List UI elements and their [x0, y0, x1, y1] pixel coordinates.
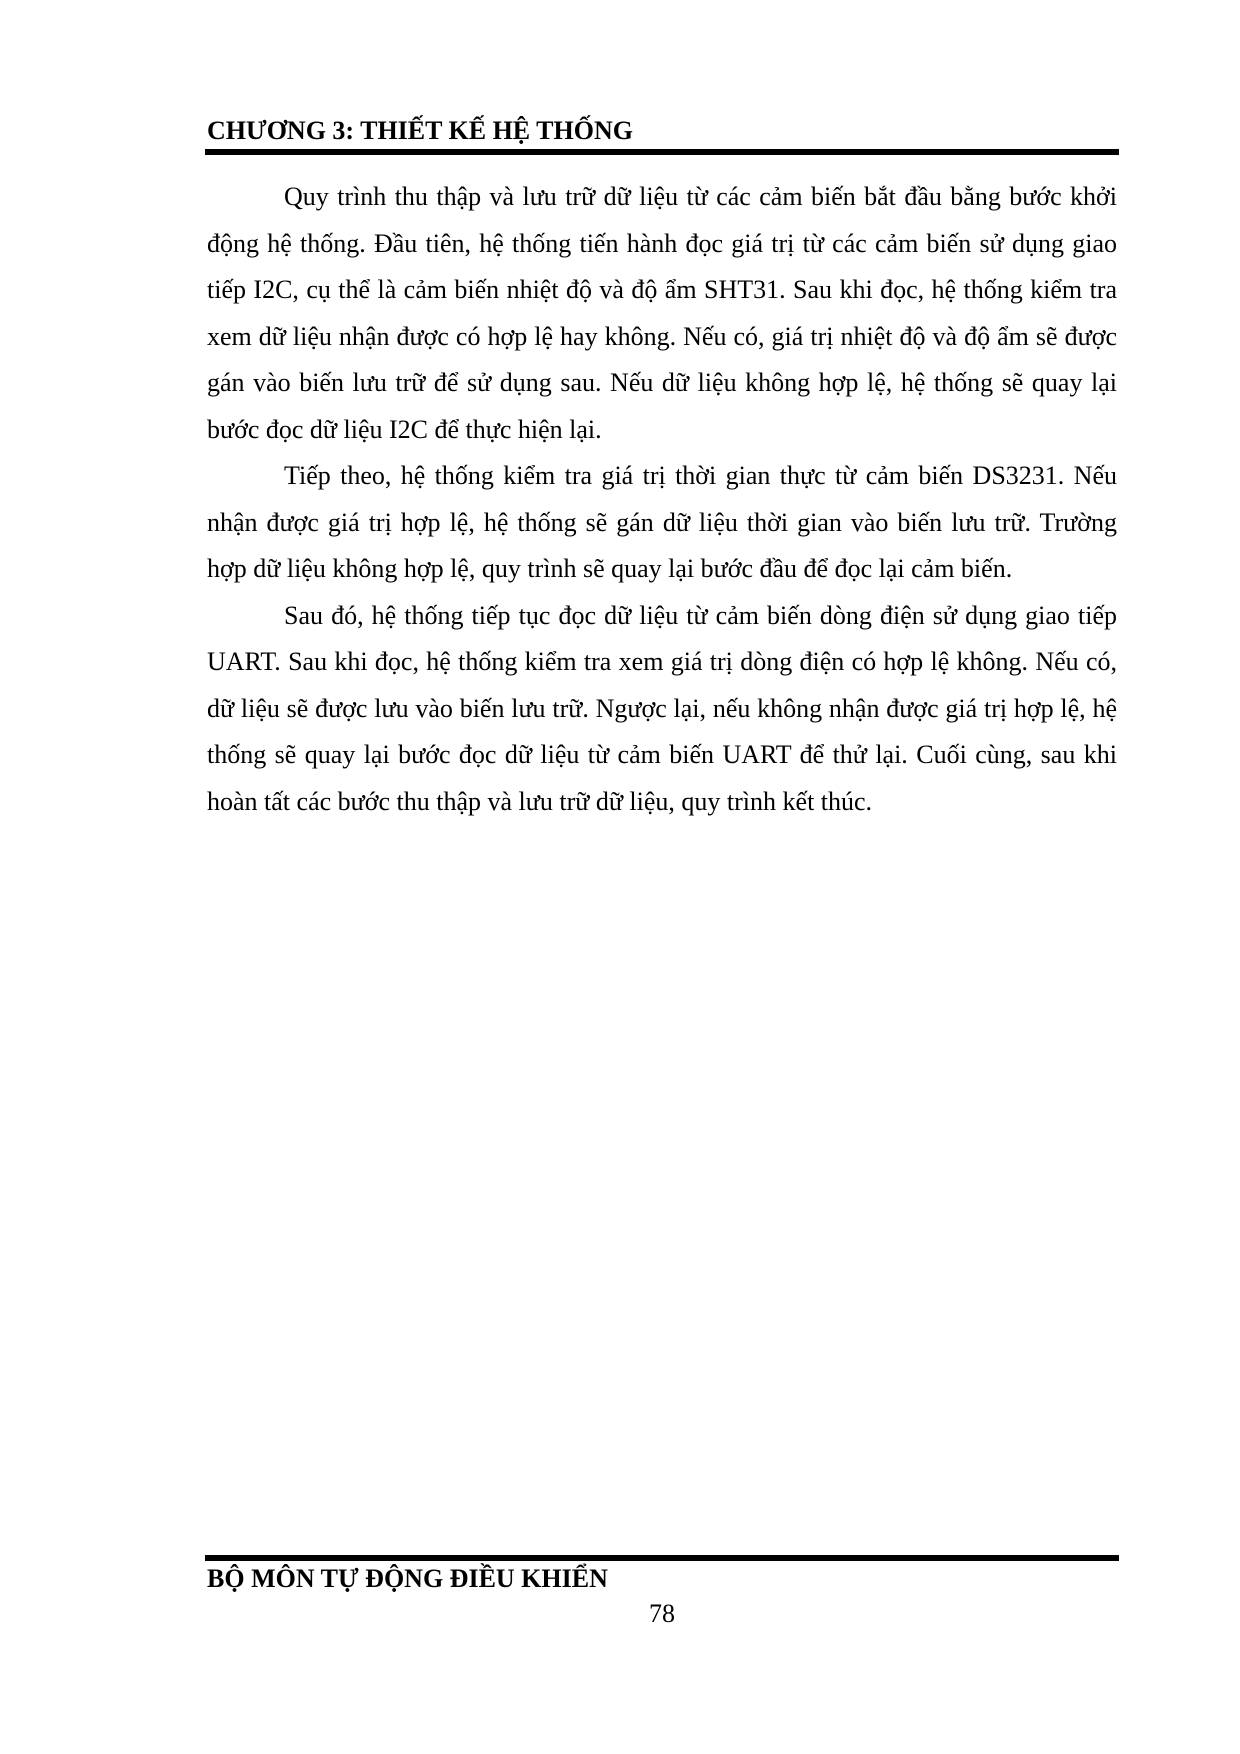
- header-divider: [205, 149, 1119, 155]
- footer-divider: [205, 1555, 1119, 1561]
- department-footer: BỘ MÔN TỰ ĐỘNG ĐIỀU KHIỂN: [207, 1564, 608, 1593]
- body-text: [207, 174, 1117, 825]
- paragraph-3: Sau đó, hệ thống tiếp tục đọc dữ liệu từ cảm biến dòng điện sử dụng giao tiếp UART. Sau khi đọc, hệ thống kiểm tra xem giá trị dòng điện có hợp lệ không. Nếu có, dữ liệu sẽ được lưu vào biến lưu trữ. Ngược lại, nếu không nhận được giá trị hợp lệ, hệ thống sẽ quay lại bước đọc dữ liệu từ cảm biến UART để thử lại. Cuối cùng, sau khi hoàn tất các bước thu thập và lưu trữ dữ liệu, quy trình kết thúc.: [207, 600, 1117, 816]
- chapter-header: CHƯƠNG 3: THIẾT KẾ HỆ THỐNG: [207, 116, 633, 145]
- paragraph-2: Tiếp theo, hệ thống kiểm tra giá trị thời gian thực từ cảm biến DS3231. Nếu nhận được giá trị hợp lệ, hệ thống sẽ gán dữ liệu thời gian vào biến lưu trữ. Trường hợp dữ liệu không hợp lệ, quy trình sẽ quay lại bước đầu để đọc lại cảm biến.: [207, 461, 1117, 583]
- paragraph-1: Quy trình thu thập và lưu trữ dữ liệu từ các cảm biến bắt đầu bằng bước khởi động hệ thống. Đầu tiên, hệ thống tiến hành đọc giá trị từ các cảm biến sử dụng giao tiếp I2C, cụ thể là cảm biến nhiệt độ và độ ẩm SHT31. Sau khi đọc, hệ thống kiểm tra xem dữ liệu nhận được có hợp lệ hay không. Nếu có, giá trị nhiệt độ và độ ẩm sẽ được gán vào biến lưu trữ để sử dụng sau. Nếu dữ liệu không hợp lệ, hệ thống sẽ quay lại bước đọc dữ liệu I2C để thực hiện lại.: [207, 182, 1117, 444]
- page-number: 78: [649, 1599, 675, 1628]
